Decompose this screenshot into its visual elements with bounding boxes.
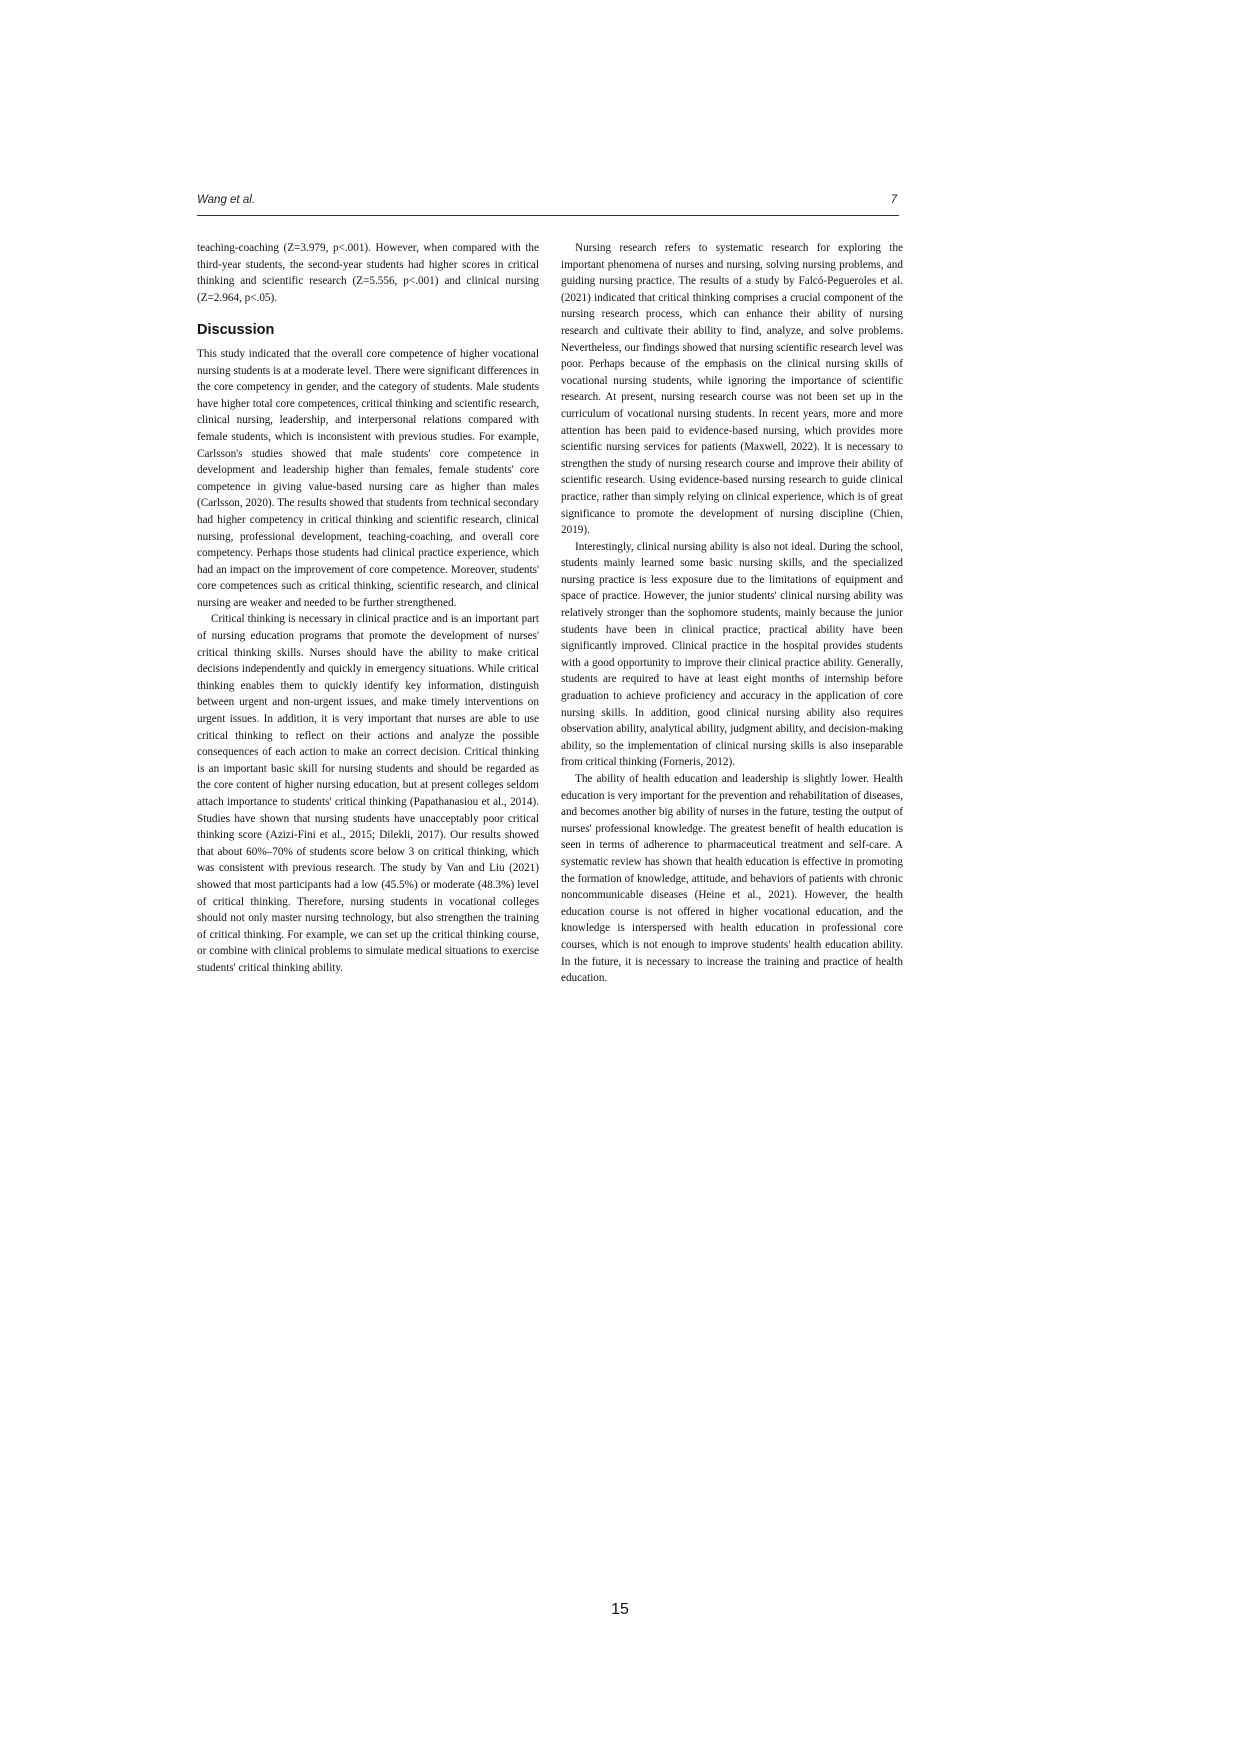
paragraph-nursing-research: Nursing research refers to systematic research for exploring the important phenomena of nurses and nursing, solving nursing problems, and guiding nursing practice. The results of a study by Falcó-Pegueroles et al. (2021) indicated that critical thinking comprises a crucial component of the nursing research process, which can enhance their ability of nursing research and cultivate their ability to find, analyze, and solve problems. Nevertheless, our findings showed that nursing scientific research level was poor. Perhaps because of the emphasis on the clinical nursing skills of vocational nursing students, while ignoring the importance of scientific research. At present, nursing research course was not been set up in the curriculum of vocational nursing students. In recent years, more and more attention has been paid to evidence-based nursing, which provides more scientific nursing services for patients (Maxwell, 2022). It is necessary to strengthen the study of nursing research course and improve their ability of scientific research. Using evidence-based nursing research to guide clinical practice, rather than simply relying on clinical experience, which is of great significance to promote the development of nursing discipline (Chien, 2019).	[561, 242, 903, 537]
section-heading-discussion: Discussion	[197, 322, 275, 339]
running-head-authors: Wang et al.	[197, 194, 255, 206]
right-column	[561, 240, 903, 987]
footer-page-number: 15	[611, 1601, 629, 1618]
left-column	[197, 240, 539, 977]
paragraph-clinical-nursing: Interestingly, clinical nursing ability is also not ideal. During the school, students mainly learned some basic nursing skills, and the specialized nursing practice is less exposure due to the limitations of equipment and space of practice. However, the junior students' clinical nursing ability was relatively stronger than the sophomore students, mainly because the junior students have been in clinical practice, practical ability have been significantly improved. Clinical practice in the hospital provides students with a good opportunity to improve their clinical practice ability. Generally, students are required to have at least eight months of internship before graduation to achieve proficiency and accuracy in the application of core nursing skills. In addition, good clinical nursing ability also requires observation ability, analytical ability, judgment ability, and decision-making ability, so the implementation of clinical nursing skills is also inseparable from critical thinking (Forneris, 2012).	[561, 540, 903, 769]
journal-page-number: 7	[890, 194, 897, 206]
running-header	[197, 193, 899, 216]
paragraph-critical-thinking: Critical thinking is necessary in clinical practice and is an important part of nursing education programs that promote the development of nurses' critical thinking skills. Nurses should have the ability to make critical decisions independently and quickly in emergency situations. While critical thinking enables them to quickly identify key information, distinguish between urgent and non-urgent issues, and make timely interventions on urgent issues. In addition, it is very important that nurses are able to use critical thinking to reflect on their actions and analyze the possible consequences of each action to make an correct decision. Critical thinking is an important basic skill for nursing students and should be regarded as the core content of higher nursing education, but at present colleges seldom attach importance to students' critical thinking (Papathanasiou et al., 2014). Studies have shown that nursing students have unacceptably poor critical thinking score (Azizi-Fini et al., 2015; Dilekli, 2017). Our results showed that about 60%–70% of students score below 3 on critical thinking, which was consistent with previous research. The study by Van and Liu (2021) showed that most participants had a low (45.5%) or moderate (48.3%) level of critical thinking. Therefore, nursing students in vocational colleges should not only master nursing technology, but also strengthen the training of critical thinking. For example, we can set up the critical thinking course, or combine with clinical problems to simulate medical situations to exercise students' critical thinking ability.	[197, 613, 539, 974]
paragraph-results-continued: teaching-coaching (Z=3.979, p<.001). However, when compared with the third-year students, the second-year students had higher scores in critical thinking and scientific research (Z=5.556, p<.001) and clinical nursing (Z=2.964, p<.05).	[197, 242, 539, 304]
paragraph-discussion-overview: This study indicated that the overall core competence of higher vocational nursing students is at a moderate level. There were significant differences in the core competency in gender, and the category of students. Male students have higher total core competences, critical thinking and scientific research, clinical nursing, leadership, and interpersonal relations compared with female students, which is inconsistent with previous studies. For example, Carlsson's studies showed that male students' core competence in development and leadership higher than females, female students' core competence in giving value-based nursing care as higher than males (Carlsson, 2020). The results showed that students from technical secondary had higher competency in critical thinking and scientific research, clinical nursing, professional development, teaching-coaching, and overall core competency. Perhaps those students had clinical practice experience, which had an impact on the improvement of core competence. Moreover, students' core competences such as critical thinking, scientific research, and clinical nursing are weaker and needed to be further strengthened.	[197, 347, 539, 609]
paragraph-health-education: The ability of health education and leadership is slightly lower. Health education is very important for the prevention and rehabilitation of diseases, and becomes another big ability of nurses in the future, testing the output of nurses' professional knowledge. The greatest benefit of health education is seen in terms of adherence to pharmaceutical treatment and self-care. A systematic review has shown that health education is effective in promoting the formation of knowledge, attitude, and behaviors of patients with chronic noncommunicable diseases (Heine et al., 2021). However, the health education course is not offered in higher vocational education, and the knowledge is interspersed with health education in professional core courses, which is not enough to improve students' health education ability. In the future, it is necessary to increase the training and practice of health education.	[561, 773, 903, 985]
